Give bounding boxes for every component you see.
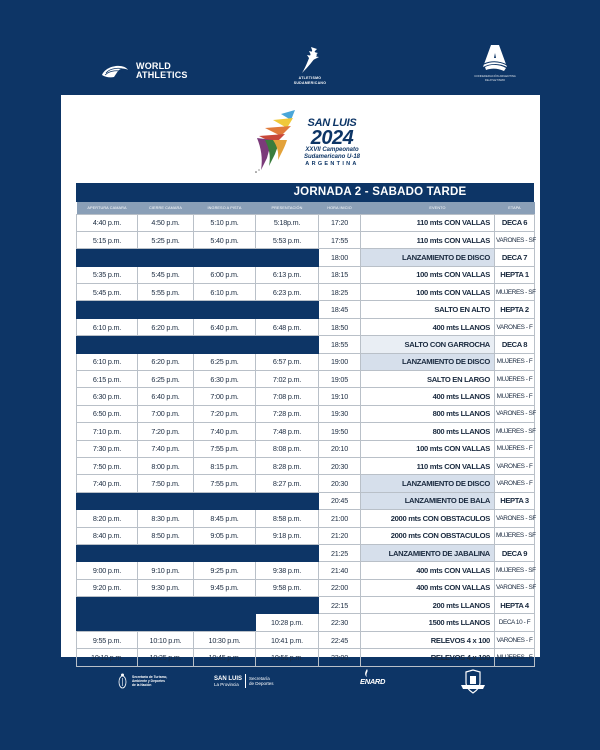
cell-hora-inicio: 19:50: [319, 423, 361, 440]
cell-apertura-camara: 6:30 p.m.: [77, 388, 138, 405]
cell-etapa: HEPTA 1: [495, 266, 535, 283]
cada-logo: [465, 43, 525, 82]
cell-ingreso-pista: 8:45 p.m.: [194, 510, 256, 527]
secretaria-line3: de la Nación: [132, 683, 152, 688]
secretaria-line1: Secretaría de Turismo,: [132, 674, 168, 679]
san-luis-line4: de Deportes: [249, 681, 274, 686]
cell-hora-inicio: 17:20: [319, 214, 361, 231]
cell-evento: SALTO CON GARROCHA: [361, 336, 495, 353]
col-hora-inicio: HORA INICIO: [319, 202, 361, 214]
col-etapa: ETAPA: [495, 202, 535, 214]
cell-ingreso-pista: 6:10 p.m.: [194, 284, 256, 301]
table-row: [77, 371, 535, 388]
cell-ingreso-pista: 5:10 p.m.: [194, 214, 256, 231]
event-logo-country: ARGENTINA: [305, 161, 359, 167]
cell-evento: 400 mts LLANOS: [361, 388, 495, 405]
schedule-title: JORNADA 2 - SABADO TARDE: [76, 183, 534, 202]
col-ingreso-pista: INGRESO A PISTA: [194, 202, 256, 214]
cell-apertura-camara: 7:40 p.m.: [77, 475, 138, 492]
secretaria-line2: Ambiente y Deportes: [132, 678, 165, 683]
table-row: [77, 388, 535, 405]
argentina-coat-of-arms-icon: [118, 672, 127, 690]
cell-ingreso-pista: 7:00 p.m.: [194, 388, 256, 405]
table-row: [77, 457, 535, 474]
cell-apertura-camara: 6:10 p.m.: [77, 318, 138, 335]
cell-hora-inicio: 20:30: [319, 457, 361, 474]
cell-evento: LANZAMIENTO DE DISCO: [361, 475, 495, 492]
cell-presentacion: 5:53 p.m.: [256, 231, 319, 248]
cell-etapa: VARONES - F: [495, 475, 535, 492]
cell-cierre-camara: 9:30 p.m.: [138, 579, 194, 596]
cell-ingreso-pista: 6:30 p.m.: [194, 371, 256, 388]
no-times-block: [77, 614, 256, 631]
cell-hora-inicio: 21:20: [319, 527, 361, 544]
cell-apertura-camara: 7:50 p.m.: [77, 457, 138, 474]
cell-hora-inicio: 18:25: [319, 284, 361, 301]
cada-line1: CONFEDERACIÓN ARGENTINA: [474, 74, 516, 78]
cell-ingreso-pista: 9:25 p.m.: [194, 562, 256, 579]
cell-presentacion: 7:08 p.m.: [256, 388, 319, 405]
cell-cierre-camara: 8:30 p.m.: [138, 510, 194, 527]
cell-presentacion: 8:28 p.m.: [256, 457, 319, 474]
cell-presentacion: 6:57 p.m.: [256, 353, 319, 370]
world-athletics-logo: [100, 62, 188, 80]
cell-cierre-camara: 10:10 p.m.: [138, 631, 194, 648]
table-row: [77, 353, 535, 370]
cell-hora-inicio: 18:50: [319, 318, 361, 335]
cell-apertura-camara: 5:15 p.m.: [77, 231, 138, 248]
cell-cierre-camara: 5:25 p.m.: [138, 231, 194, 248]
cell-etapa: MUJERES - F: [495, 353, 535, 370]
table-row: [77, 597, 535, 614]
cell-etapa: MUJERES - F: [495, 371, 535, 388]
cell-apertura-camara: 6:10 p.m.: [77, 353, 138, 370]
cell-hora-inicio: 22:30: [319, 614, 361, 631]
cell-hora-inicio: 19:30: [319, 405, 361, 422]
shield-crest-icon: [459, 669, 487, 695]
table-row: [77, 405, 535, 422]
table-row: [77, 423, 535, 440]
cell-ingreso-pista: 6:00 p.m.: [194, 266, 256, 283]
event-logo-edition: XXVII Campeonato: [305, 147, 359, 153]
san-luis-line3: Secretaría: [249, 676, 270, 681]
no-times-block: [77, 492, 319, 509]
cell-evento: RELEVOS 4 x 100: [361, 631, 495, 648]
cell-apertura-camara: 5:45 p.m.: [77, 284, 138, 301]
table-row: [77, 510, 535, 527]
footer-logos: [0, 657, 600, 750]
cell-hora-inicio: 18:00: [319, 249, 361, 266]
no-times-block: [77, 249, 319, 266]
cell-evento: 800 mts LLANOS: [361, 405, 495, 422]
cell-hora-inicio: 22:00: [319, 579, 361, 596]
col-cierre-camara: CIERRE CAMARA: [138, 202, 194, 214]
san-luis-deportes-logo: [214, 674, 274, 688]
cell-evento: 100 mts CON VALLAS: [361, 266, 495, 283]
cell-etapa: VARONES - SF: [495, 231, 535, 248]
table-row: [77, 631, 535, 648]
atletismo-line1: ATLETISMO: [298, 76, 322, 80]
cell-etapa: DECA 6: [495, 214, 535, 231]
cada-line2: DE ATLETISMO: [484, 77, 506, 82]
cell-etapa: MUJERES - F: [495, 388, 535, 405]
cell-hora-inicio: 18:45: [319, 301, 361, 318]
no-times-block: [77, 544, 319, 561]
cell-cierre-camara: 8:00 p.m.: [138, 457, 194, 474]
cell-ingreso-pista: 9:05 p.m.: [194, 527, 256, 544]
cell-hora-inicio: 19:05: [319, 371, 361, 388]
cell-evento: LANZAMIENTO DE JABALINA: [361, 544, 495, 561]
cell-evento: LANZAMIENTO DE BALA: [361, 492, 495, 509]
table-row: [77, 318, 535, 335]
cell-ingreso-pista: 7:55 p.m.: [194, 440, 256, 457]
cell-presentacion: 5:18p.m.: [256, 214, 319, 231]
cell-etapa: DECA 8: [495, 336, 535, 353]
cada-a-icon: [482, 43, 508, 73]
cell-etapa: VARONES - SF: [495, 510, 535, 527]
cell-cierre-camara: 4:50 p.m.: [138, 214, 194, 231]
world-athletics-line1: WORLD: [136, 61, 171, 71]
cell-etapa: VARONES - SF: [495, 405, 535, 422]
cell-cierre-camara: 8:50 p.m.: [138, 527, 194, 544]
cell-apertura-camara: 9:00 p.m.: [77, 562, 138, 579]
no-times-block: [77, 336, 319, 353]
table-row: [77, 336, 535, 353]
cell-presentacion: 6:48 p.m.: [256, 318, 319, 335]
cell-evento: RELEVOS 4 x 100: [361, 649, 495, 666]
cell-cierre-camara: 7:20 p.m.: [138, 423, 194, 440]
cell-ingreso-pista: 9:45 p.m.: [194, 579, 256, 596]
table-row: [77, 492, 535, 509]
cell-apertura-camara: 6:15 p.m.: [77, 371, 138, 388]
table-row: [77, 266, 535, 283]
cell-evento: LANZAMIENTO DE DISCO: [361, 249, 495, 266]
cell-apertura-camara: 6:50 p.m.: [77, 405, 138, 422]
cell-etapa: DECA 7: [495, 249, 535, 266]
col-apertura-camara: APERTURA CAMARA: [77, 202, 138, 214]
cell-etapa: DECA 9: [495, 544, 535, 561]
cell-etapa: DECA 10 - F: [495, 614, 535, 631]
event-logo-city: SAN LUIS: [307, 117, 357, 129]
table-row: [77, 475, 535, 492]
cell-etapa: HEPTA 3: [495, 492, 535, 509]
cell-etapa: HEPTA 4: [495, 597, 535, 614]
cell-ingreso-pista: 7:40 p.m.: [194, 423, 256, 440]
table-row: [77, 527, 535, 544]
cell-ingreso-pista: 8:15 p.m.: [194, 457, 256, 474]
col-presentacion: PRESENTACIÓN: [256, 202, 319, 214]
cell-hora-inicio: 19:10: [319, 388, 361, 405]
cell-evento: 110 mts CON VALLAS: [361, 214, 495, 231]
cell-evento: 110 mts CON VALLAS: [361, 231, 495, 248]
atletismo-line2: SUDAMERICANO: [293, 80, 327, 85]
cell-cierre-camara: 7:00 p.m.: [138, 405, 194, 422]
event-logo: [251, 108, 366, 178]
cell-apertura-camara: 10:10 p.m.: [77, 649, 138, 666]
cell-presentacion: 6:13 p.m.: [256, 266, 319, 283]
cell-etapa: VARONES - F: [495, 631, 535, 648]
cell-evento: 200 mts LLANOS: [361, 597, 495, 614]
cell-presentacion: 10:56 p.m.: [256, 649, 319, 666]
cell-etapa: MUJERES - SF: [495, 284, 535, 301]
table-row: [77, 249, 535, 266]
cell-evento: 400 mts LLANOS: [361, 318, 495, 335]
cell-hora-inicio: 22:15: [319, 597, 361, 614]
header-logos: [0, 0, 600, 95]
cell-etapa: VARONES - F: [495, 457, 535, 474]
cell-evento: 2000 mts CON OBSTACULOS: [361, 527, 495, 544]
cell-cierre-camara: 9:10 p.m.: [138, 562, 194, 579]
cell-apertura-camara: 8:40 p.m.: [77, 527, 138, 544]
enard-flame-icon: [363, 669, 371, 677]
col-evento: EVENTO: [361, 202, 495, 214]
cell-evento: 110 mts CON VALLAS: [361, 457, 495, 474]
cell-presentacion: 9:58 p.m.: [256, 579, 319, 596]
cell-presentacion: 7:28 p.m.: [256, 405, 319, 422]
cell-etapa: VARONES - SF: [495, 579, 535, 596]
event-logo-year: 2024: [310, 127, 354, 149]
cell-apertura-camara: 5:35 p.m.: [77, 266, 138, 283]
cell-hora-inicio: 20:45: [319, 492, 361, 509]
cell-presentacion: 8:08 p.m.: [256, 440, 319, 457]
cell-ingreso-pista: 6:25 p.m.: [194, 353, 256, 370]
cell-cierre-camara: 7:40 p.m.: [138, 440, 194, 457]
table-row: [77, 562, 535, 579]
table-row: [77, 214, 535, 231]
cell-evento: 800 mts LLANOS: [361, 423, 495, 440]
cell-cierre-camara: 5:45 p.m.: [138, 266, 194, 283]
table-row: [77, 231, 535, 248]
cell-etapa: HEPTA 2: [495, 301, 535, 318]
cell-evento: 100 mts CON VALLAS: [361, 284, 495, 301]
cell-hora-inicio: 21:25: [319, 544, 361, 561]
cell-hora-inicio: 20:30: [319, 475, 361, 492]
cell-ingreso-pista: 6:40 p.m.: [194, 318, 256, 335]
cell-ingreso-pista: 10:30 p.m.: [194, 631, 256, 648]
cell-apertura-camara: 9:20 p.m.: [77, 579, 138, 596]
cell-evento: 400 mts CON VALLAS: [361, 562, 495, 579]
cell-cierre-camara: 6:40 p.m.: [138, 388, 194, 405]
cell-ingreso-pista: 5:40 p.m.: [194, 231, 256, 248]
cell-apertura-camara: 8:20 p.m.: [77, 510, 138, 527]
cell-hora-inicio: 18:55: [319, 336, 361, 353]
schedule-table: [76, 183, 534, 667]
cell-evento: 2000 mts CON OBSTACULOS: [361, 510, 495, 527]
cell-etapa: MUJERES - SF: [495, 423, 535, 440]
cell-hora-inicio: 19:00: [319, 353, 361, 370]
cell-etapa: VARONES - F: [495, 318, 535, 335]
cell-etapa: MUJERES - F: [495, 440, 535, 457]
cell-presentacion: 10:41 p.m.: [256, 631, 319, 648]
cell-presentacion: 6:23 p.m.: [256, 284, 319, 301]
cell-cierre-camara: 10:25 p.m.: [138, 649, 194, 666]
enard-logo: [360, 669, 400, 686]
san-luis-line2: La Provincia: [214, 681, 239, 687]
table-row: [77, 440, 535, 457]
cell-hora-inicio: 21:00: [319, 510, 361, 527]
cell-ingreso-pista: 7:20 p.m.: [194, 405, 256, 422]
cell-cierre-camara: 6:25 p.m.: [138, 371, 194, 388]
event-logo-category: Sudamericano U-18: [303, 154, 361, 160]
cell-ingreso-pista: 7:55 p.m.: [194, 475, 256, 492]
no-times-block: [77, 597, 319, 614]
atletismo-sudamericano-logo: [285, 45, 335, 85]
world-athletics-line2: ATHLETICS: [136, 70, 188, 80]
cell-presentacion: 9:38 p.m.: [256, 562, 319, 579]
cell-evento: 100 mts CON VALLAS: [361, 440, 495, 457]
table-row: [77, 614, 535, 631]
cell-cierre-camara: 6:20 p.m.: [138, 353, 194, 370]
cell-presentacion: 8:58 p.m.: [256, 510, 319, 527]
table-row: [77, 301, 535, 318]
cell-presentacion: 7:02 p.m.: [256, 371, 319, 388]
world-athletics-icon: [100, 62, 130, 80]
cell-presentacion: 7:48 p.m.: [256, 423, 319, 440]
secretaria-nacion-logo: [118, 672, 167, 690]
cell-hora-inicio: 20:10: [319, 440, 361, 457]
cell-presentacion: 8:27 p.m.: [256, 475, 319, 492]
table-row: [77, 284, 535, 301]
no-times-block: [77, 301, 319, 318]
cell-hora-inicio: 18:15: [319, 266, 361, 283]
cell-presentacion: 9:18 p.m.: [256, 527, 319, 544]
cell-hora-inicio: 17:55: [319, 231, 361, 248]
cell-apertura-camara: 7:30 p.m.: [77, 440, 138, 457]
cell-hora-inicio: 22:45: [319, 631, 361, 648]
san-luis-2024-wing-icon: [251, 108, 301, 176]
cell-etapa: MUJERES - SF: [495, 562, 535, 579]
column-header-row: [77, 202, 535, 214]
cell-presentacion: 10:28 p.m.: [256, 614, 319, 631]
cell-hora-inicio: 21:40: [319, 562, 361, 579]
cell-hora-inicio: 23:00: [319, 649, 361, 666]
cell-ingreso-pista: 10:45 p.m.: [194, 649, 256, 666]
cell-etapa: MUJERES - SF: [495, 527, 535, 544]
enard-text: ENARD: [360, 677, 386, 686]
table-row: [77, 544, 535, 561]
cell-etapa: MUJERES - F: [495, 649, 535, 666]
table-row: [77, 579, 535, 596]
cell-evento: SALTO EN LARGO: [361, 371, 495, 388]
san-luis-line1: SAN LUIS: [214, 675, 243, 682]
cell-cierre-camara: 5:55 p.m.: [138, 284, 194, 301]
cell-evento: 400 mts CON VALLAS: [361, 579, 495, 596]
cell-apertura-camara: 4:40 p.m.: [77, 214, 138, 231]
cell-apertura-camara: 7:10 p.m.: [77, 423, 138, 440]
cell-apertura-camara: 9:55 p.m.: [77, 631, 138, 648]
cell-cierre-camara: 7:50 p.m.: [138, 475, 194, 492]
cell-evento: LANZAMIENTO DE DISCO: [361, 353, 495, 370]
atletismo-sudamericano-icon: [299, 45, 321, 75]
cell-cierre-camara: 6:20 p.m.: [138, 318, 194, 335]
cell-evento: 1500 mts LLANOS: [361, 614, 495, 631]
cell-evento: SALTO EN ALTO: [361, 301, 495, 318]
logo-divider: [245, 674, 246, 688]
